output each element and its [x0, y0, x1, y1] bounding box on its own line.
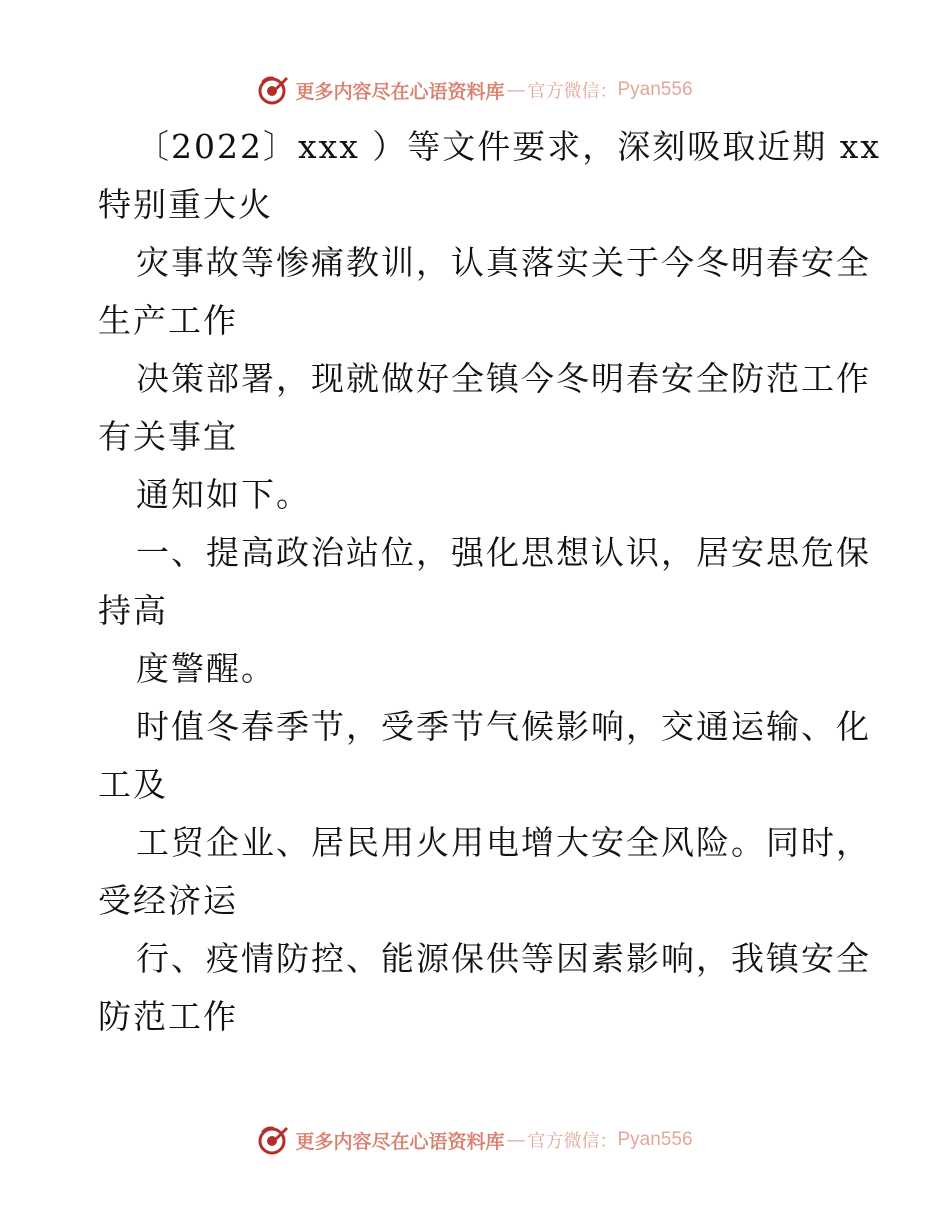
- watermark-dash: —: [506, 79, 526, 101]
- document-line: 持高: [98, 591, 168, 630]
- document-line: 行、疫情防控、能源保供等因素影响，我镇安全: [136, 939, 871, 978]
- header-watermark: [0, 70, 950, 110]
- document-line: 灾事故等惨痛教训，认真落实关于今冬明春安全: [136, 243, 871, 282]
- pen-circle-logo-icon: [257, 1124, 289, 1156]
- watermark-official-label: 官方微信：: [527, 1131, 618, 1152]
- document-line: 度警醒。: [136, 649, 276, 688]
- document-line: 决策部署，现就做好全镇今冬明春安全防范工作: [136, 359, 871, 398]
- pen-circle-logo-icon: [257, 74, 289, 106]
- watermark-wechat-id: Pyan556: [617, 1129, 693, 1150]
- watermark-official-label: 官方微信：: [527, 81, 618, 102]
- footer-watermark: [0, 1120, 950, 1160]
- document-line: 特别重大火: [98, 185, 273, 224]
- document-line: 工贸企业、居民用火用电增大安全风险。同时，: [136, 823, 871, 862]
- document-line: 工及: [98, 765, 168, 804]
- watermark-wechat-id: Pyan556: [617, 79, 693, 100]
- document-body: [98, 118, 882, 1046]
- document-line: 一、提高政治站位，强化思想认识，居安思危保: [136, 533, 871, 572]
- document-line: 受经济运: [98, 881, 238, 920]
- watermark-dash: —: [506, 1129, 526, 1151]
- document-line: 通知如下。: [136, 475, 311, 514]
- document-line: 生产工作: [98, 301, 238, 340]
- document-line: 时值冬春季节，受季节气候影响，交通运输、化: [136, 707, 871, 746]
- watermark-brand-text: 更多内容尽在心语资料库: [295, 1130, 505, 1153]
- document-line: 有关事宜: [98, 417, 238, 456]
- document-line: 防范工作: [98, 997, 238, 1036]
- document-line: 〔2022〕xxx ）等文件要求，深刻吸取近期 xx: [136, 127, 882, 166]
- watermark-brand-text: 更多内容尽在心语资料库: [295, 80, 505, 103]
